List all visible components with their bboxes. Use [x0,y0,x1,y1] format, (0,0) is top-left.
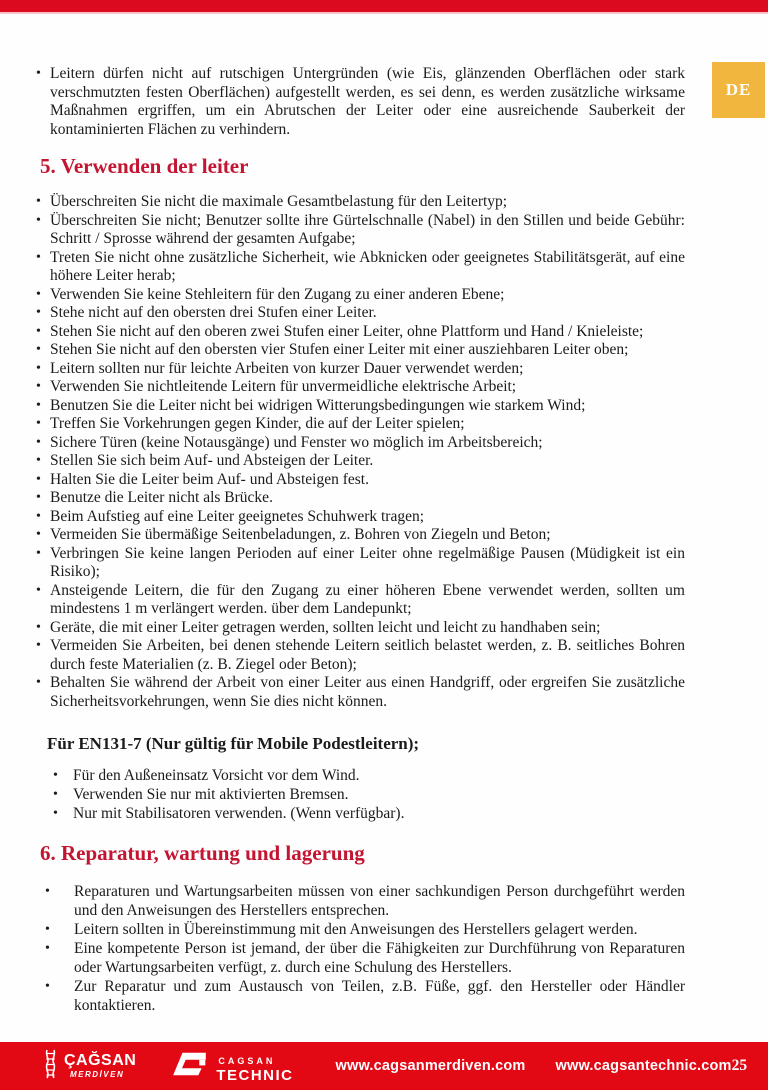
list-item: • Überschreiten Sie nicht die maximale Gesamtbelastung für den Leitertyp; [40,193,685,212]
list-item: • Verwenden Sie keine Stehleitern für den Zugang zu einer anderen Ebene; [40,286,685,305]
list-item: • Reparaturen und Wartungsarbeiten müssen von einer sachkundigen Person durchgeführt werden und den Anweisungen des Herstellers entsprechen. [40,882,685,920]
list-item: • Verwenden Sie nichtleitende Leitern für unvermeidliche elektrische Arbeit; [40,378,685,397]
cagsan-merdiven-logo [42,1049,136,1084]
en131-note-heading: Für EN131-7 (Nur gültig für Mobile Podestleitern); [47,734,420,753]
language-tab-label: DE [725,80,752,99]
section-6-heading: 6. Reparatur, wartung und lagerung [40,841,365,865]
technic-website-link[interactable]: www.cagsantechnic.com [555,1058,732,1074]
cagsan-technic-wordmark [216,1057,293,1083]
cagsan-merdiven-wordmark [64,1053,136,1079]
list-item: • Halten Sie die Leiter beim Auf- und Absteigen fest. [40,471,685,490]
list-item: • Zur Reparatur und zum Austausch von Teilen, z.B. Füße, ggf. den Hersteller oder Händler kontaktieren. [40,977,685,1015]
list-item: • Leitern sollten in Übereinstimmung mit den Anweisungen des Herstellers gelagert werden. [40,920,685,939]
list-item: • Überschreiten Sie nicht; Benutzer sollte ihre Gürtelschnalle (Nabel) in den Stillen und beide Gebühr: Schritt / Sprosse während der gesamten Aufgabe; [40,212,685,249]
list-item: • Benutzen Sie die Leiter nicht bei widrigen Witterungsbedingungen wie starkem Wind; [40,397,685,416]
list-item: • Ansteigende Leitern, die für den Zugang zu einer höheren Ebene verwendet werden, sollten um mindestens 1 m verlängert werden. über dem Landepunkt; [40,582,685,619]
list-item: • Sichere Türen (keine Notausgänge) und Fenster wo möglich im Arbeitsbereich; [40,434,685,453]
list-item: • Nur mit Stabilisatoren verwenden. (Wenn verfügbar). [40,804,685,823]
list-item: • Vermeiden Sie Arbeiten, bei denen stehende Leitern seitlich belastet werden, z. B. seitliches Bohren durch feste Materialien (z. B. Ziegel oder Beton); [40,637,685,674]
list-item: • Benutze die Leiter nicht als Brücke. [40,489,685,508]
technic-icon [168,1050,210,1083]
list-item: • Für den Außeneinsatz Vorsicht vor dem Wind. [40,766,685,785]
list-item: • Geräte, die mit einer Leiter getragen werden, sollten leicht und leicht zu handhaben sein; [40,619,685,638]
merdiven-website-link[interactable]: www.cagsanmerdiven.com [335,1058,526,1074]
page-content [0,16,768,1015]
list-item: • Verbringen Sie keine langen Perioden auf einer Leiter ohne regelmäßige Pausen (Müdigkeit ist ein Risiko); [40,545,685,582]
list-item: • Leitern sollten nur für leichte Arbeiten von kurzer Dauer verwendet werden; [40,360,685,379]
list-item: • Stehen Sie nicht auf den obersten vier Stufen einer Leiter mit einer ausziehbaren Leiter oben; [40,341,685,360]
brand-subname: MERDİVEN [70,1070,125,1079]
intro-bullet-list [40,65,685,139]
en131-bullet-list [40,766,685,823]
list-item: • Stellen Sie sich beim Auf- und Absteigen der Leiter. [40,452,685,471]
section-6-bullet-list [40,882,685,1015]
list-item: • Vermeiden Sie übermäßige Seitenbeladungen, z. Bohren von Ziegeln und Beton; [40,526,685,545]
list-item: • Leitern dürfen nicht auf rutschigen Untergründen (wie Eis, glänzenden Oberflächen oder stark verschmutzten festen Oberflächen) aufgestellt werden, es sei denn, es werden zusätzliche wirksame Maßnahmen ergriffen, um ein Abrutschen der Leiter oder eine ausreichende Sauberkeit der kontaminierten Flächen zu verhindern. [40,65,685,139]
ladder-icon [42,1049,59,1084]
brand-name-top: CAGSAN [218,1055,276,1066]
list-item: • Stehe nicht auf den obersten drei Stufen einer Leiter. [40,304,685,323]
list-item: • Stehen Sie nicht auf den oberen zwei Stufen einer Leiter, ohne Plattform und Hand / Knieleiste; [40,323,685,342]
section-5-heading: 5. Verwenden der leiter [40,154,249,178]
list-item: • Treten Sie nicht ohne zusätzliche Sicherheit, wie Abknicken oder geeignetes Stabilitätsgerät, auf eine höhere Leiter herab; [40,249,685,286]
brand-name-bottom: TECHNIC [216,1066,294,1084]
cagsan-technic-logo [168,1050,293,1083]
list-item: • Verwenden Sie nur mit aktivierten Bremsen. [40,785,685,804]
list-item: • Treffen Sie Vorkehrungen gegen Kinder, die auf der Leiter spielen; [40,415,685,434]
list-item: • Beim Aufstieg auf eine Leiter geeignetes Schuhwerk tragen; [40,508,685,527]
section-5-bullet-list [40,193,685,711]
footer-bar [0,1042,768,1090]
list-item: • Behalten Sie während der Arbeit von einer Leiter aus einen Handgriff, oder ergreifen Sie zusätzliche Sicherheitsvorkehrungen, wenn Sie dies nicht können. [40,674,685,711]
top-red-bar [0,0,768,14]
page-number: 25 [731,1057,748,1074]
list-item: • Eine kompetente Person ist jemand, der über die Fähigkeiten zur Durchführung von Reparaturen oder Wartungsarbeiten verfügt, z. durch eine Schulung des Herstellers. [40,939,685,977]
brand-name: ÇAĞSAN [64,1052,137,1069]
